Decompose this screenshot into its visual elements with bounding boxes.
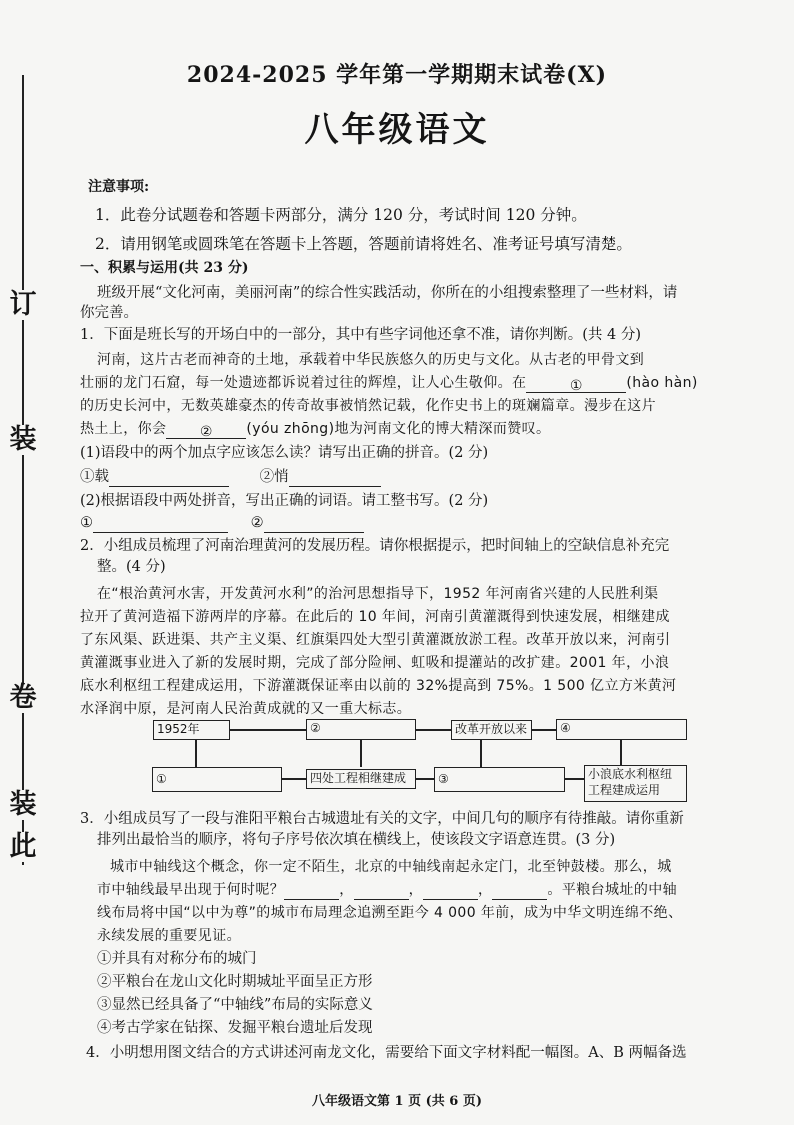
timeline-box-4[interactable]: ④ [556,719,687,740]
q3-paragraph: 线布局将中国“以中为尊”的城市布局理念追溯至距今 4 000 年前，成为中华文明连绵不绝、 [97,905,683,921]
answer-blank[interactable] [93,516,228,533]
timeline-box-2[interactable]: ② [306,719,416,740]
binding-char: 装 [9,424,37,455]
q2-paragraph: 底水利枢纽工程建成运用，下游灌溉保证率由以前的 32%提高到 75%。1 500 亿立方米黄河 [80,678,677,694]
q3-option: ③显然已经具备了“中轴线”布局的实际意义 [97,997,373,1013]
section-heading: 一、积累与运用(共 23 分) [80,260,249,276]
question-2-stem: 2．小组成员梳理了河南治理黄河的发展历程。请你根据提示，把时间轴上的空缺信息补充完 [80,538,670,554]
notice-heading: 注意事项: [88,179,150,195]
binding-line [22,75,24,865]
section-intro: 你完善。 [80,305,138,321]
q2-paragraph: 了东风渠、跃进渠、共产主义渠、红旗渠四处大型引黄灌溉放淤工程。改革开放以来，河南引 [80,632,671,648]
q1-answer-row: ① ② [80,513,770,533]
binding-char: 卷 [9,682,37,713]
q2-paragraph: 拉开了黄河造福下游两岸的序幕。在此后的 10 年间，河南引黄灌溉得到快速发展，相继建成 [80,609,670,625]
order-blank[interactable] [284,883,339,900]
notice-item: 1．此卷分试题卷和答题卡两部分，满分 120 分，考试时间 120 分钟。 [95,206,587,224]
question-3-stem: 3．小组成员写了一段与淮阳平粮台古城遗址有关的文字，中间几句的顺序有待推敲。请你重新 [80,811,684,827]
subject-title: 八年级语文 [304,110,490,150]
q3-paragraph: 市中轴线最早出现于何时呢？ ， ， ， 。平粮台城址的中轴 [97,882,678,898]
question-3-stem: 排列出最恰当的顺序，将句子序号依次填在横线上，使该段文字语意连贯。(3 分) [97,832,616,848]
q1-paragraph: 的历史长河中，无数英雄豪杰的传奇故事被悄然记载，化作史书上的斑斓篇章。漫步在这片 [80,398,656,414]
q2-paragraph: 在“根治黄河水害，开发黄河水利”的治河思想指导下，1952 年河南省兴建的人民胜利渠 [97,586,659,602]
answer-blank[interactable] [289,470,381,487]
section-intro: 班级开展“文化河南，美丽河南”的综合性实践活动，你所在的小组搜索整理了一些材料，请 [97,285,678,301]
notice-item: 2．请用钢笔或圆珠笔在答题卡上答题，答题前请将姓名、准考证号填写清楚。 [95,235,632,253]
q3-paragraph: 永续发展的重要见证。 [97,928,241,944]
timeline-box-reform: 改革开放以来 [451,720,532,740]
q1-paragraph: 热土上，你会 ② (yóu zhōng)地为河南文化的博大精深而赞叹。 [80,421,551,440]
timeline-box-1[interactable]: ① [152,767,282,792]
question-4-stem: 4．小明想用图文结合的方式讲述河南龙文化，需要给下面文字材料配一幅图。A、B 两幅备选 [86,1045,687,1061]
timeline-box-xiaolangdi: 小浪底水利枢纽 工程建成运用 [584,765,687,802]
answer-blank[interactable] [109,470,229,487]
timeline-box-1952: 1952年 [153,720,230,740]
binding-char: 装 [9,789,37,820]
question-2-stem: 整。(4 分) [97,559,166,575]
q3-option: ②平粮台在龙山文化时期城址平面呈正方形 [97,974,373,990]
order-blank[interactable] [492,883,547,900]
q1-subquestion: (1)语段中的两个加点字应该怎么读？请写出正确的拼音。(2 分) [80,445,489,461]
q1-paragraph: 河南，这片古老而神奇的土地，承载着中华民族悠久的历史与文化。从古老的甲骨文到 [97,352,645,368]
answer-blank[interactable] [264,516,364,533]
timeline-box-four-projects: 四处工程相继建成 [306,769,416,789]
q1-paragraph: 壮丽的龙门石窟，每一处遗迹都诉说着过往的辉煌，让人心生敬仰。在 ① (hào hàn) [80,375,698,394]
q1-subquestion: (2)根据语段中两处拼音，写出正确的词语。请工整书写。(2 分) [80,493,489,509]
answer-blank[interactable]: ② [166,422,246,439]
q2-paragraph: 水泽润中原，是河南人民治黄成就的又一重大标志。 [80,701,412,717]
binding-char: 订 [9,289,37,320]
q3-paragraph: 城市中轴线这个概念，你一定不陌生，北京的中轴线南起永定门，北至钟鼓楼。那么，城 [110,859,672,875]
timeline-box-3[interactable]: ③ [434,767,565,792]
order-blank[interactable] [423,883,478,900]
binding-char: 此 [9,831,37,862]
question-1-stem: 1．下面是班长写的开场白中的一部分，其中有些字词他还拿不准，请你判断。(共 4 分) [80,327,641,343]
page-footer: 八年级语文第 1 页 (共 6 页) [311,1094,483,1109]
q3-option: ④考古学家在钻探、发掘平粮台遗址后发现 [97,1020,373,1036]
answer-blank[interactable]: ① [526,376,626,393]
q2-paragraph: 黄灌溉事业进入了新的发展时期，完成了部分险闸、虹吸和提灌站的改扩建。2001 年，小浪 [80,655,670,671]
order-blank[interactable] [354,883,409,900]
q1-answer-row: ①载 ②悄 [80,467,770,487]
exam-title: 2024-2025 学年第一学期期末试卷(X) [186,62,608,88]
q3-option: ①并具有对称分布的城门 [97,951,257,967]
